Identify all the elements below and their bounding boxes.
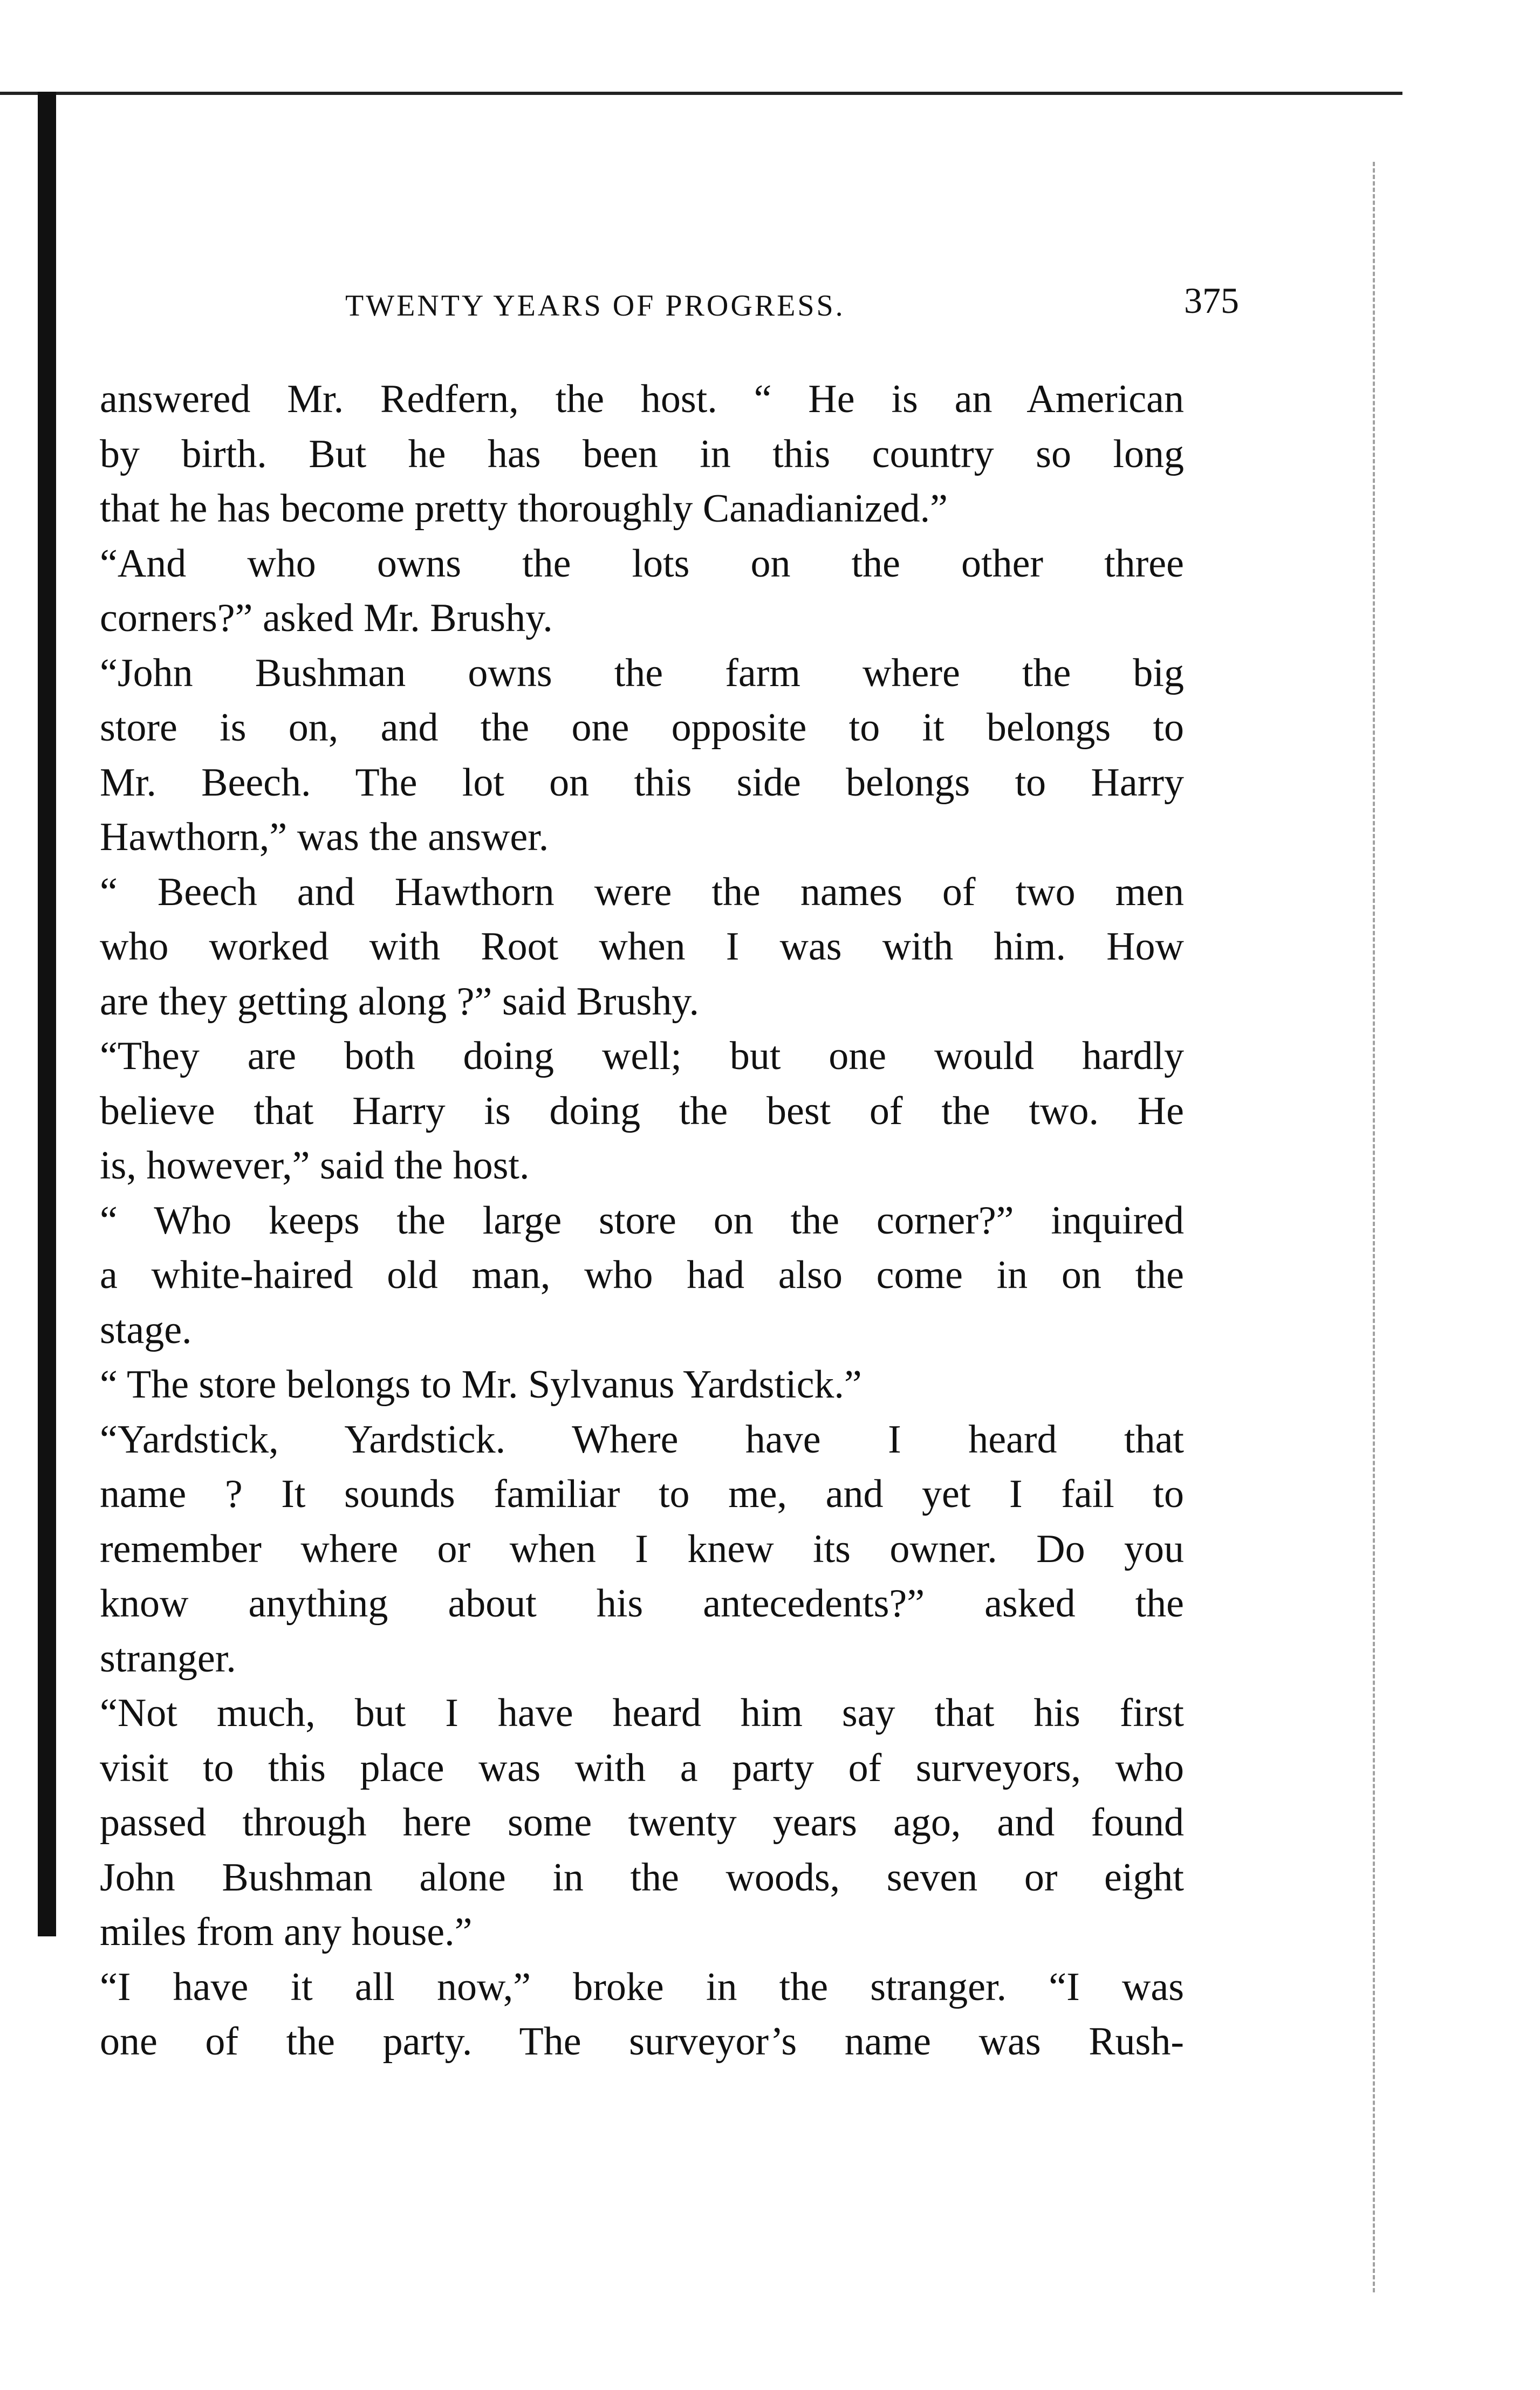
text-line: remember where or when I knew its owner. Do you [100,1527,1184,1571]
scan-left-edge [38,92,56,1936]
text-line: Mr. Beech. The lot on this side belongs to Harry [100,761,1184,805]
text-line: a white-haired old man, who had also come in on the [100,1253,1184,1297]
text-line: miles from any house.” [100,1910,473,1954]
text-line: “I have it all now,” broke in the stranger. “I was [100,1965,1184,2009]
text-line: Hawthorn,” was the answer. [100,815,549,859]
scan-margin-specks [1373,162,1378,2292]
text-line: are they getting along ?” said Brushy. [100,980,700,1024]
text-line: believe that Harry is doing the best of the two. He [100,1089,1184,1133]
text-line: that he has become pretty thoroughly Canadianized.” [100,487,948,531]
text-line: “They are both doing well; but one would hardly [100,1034,1184,1078]
text-line: know anything about his antecedents?” asked the [100,1581,1184,1626]
text-line: one of the party. The surveyor’s name was Rush- [100,2019,1184,2064]
text-line: answered Mr. Redfern, the host. “ He is an American [100,377,1184,421]
text-line: passed through here some twenty years ago, and found [100,1800,1184,1845]
text-line: corners?” asked Mr. Brushy. [100,596,553,640]
text-line: stage. [100,1308,192,1352]
scan-top-rule [0,92,1402,95]
text-line: John Bushman alone in the woods, seven or eight [100,1855,1184,1900]
text-line: visit to this place was with a party of surveyors, who [100,1746,1184,1790]
text-line: “ Who keeps the large store on the corner?” inquired [100,1199,1184,1243]
text-line: “Yardstick, Yardstick. Where have I heard that [100,1417,1184,1462]
text-line: store is on, and the one opposite to it belongs to [100,706,1184,750]
page-number: 375 [1184,280,1239,321]
text-line: “Not much, but I have heard him say that his first [100,1691,1184,1735]
text-line: who worked with Root when I was with him. How [100,925,1184,969]
text-line: “ Beech and Hawthorn were the names of two men [100,870,1184,914]
text-line: by birth. But he has been in this country so long [100,432,1184,476]
text-line: “John Bushman owns the farm where the big [100,651,1184,695]
text-line: “ The store belongs to Mr. Sylvanus Yardstick.” [100,1362,862,1407]
text-line: stranger. [100,1636,236,1681]
text-line: “And who owns the lots on the other three [100,542,1184,586]
running-head: TWENTY YEARS OF PROGRESS. [345,289,845,323]
text-line: is, however,” said the host. [100,1143,530,1188]
text-line: name ? It sounds familiar to me, and yet I fail to [100,1472,1184,1516]
